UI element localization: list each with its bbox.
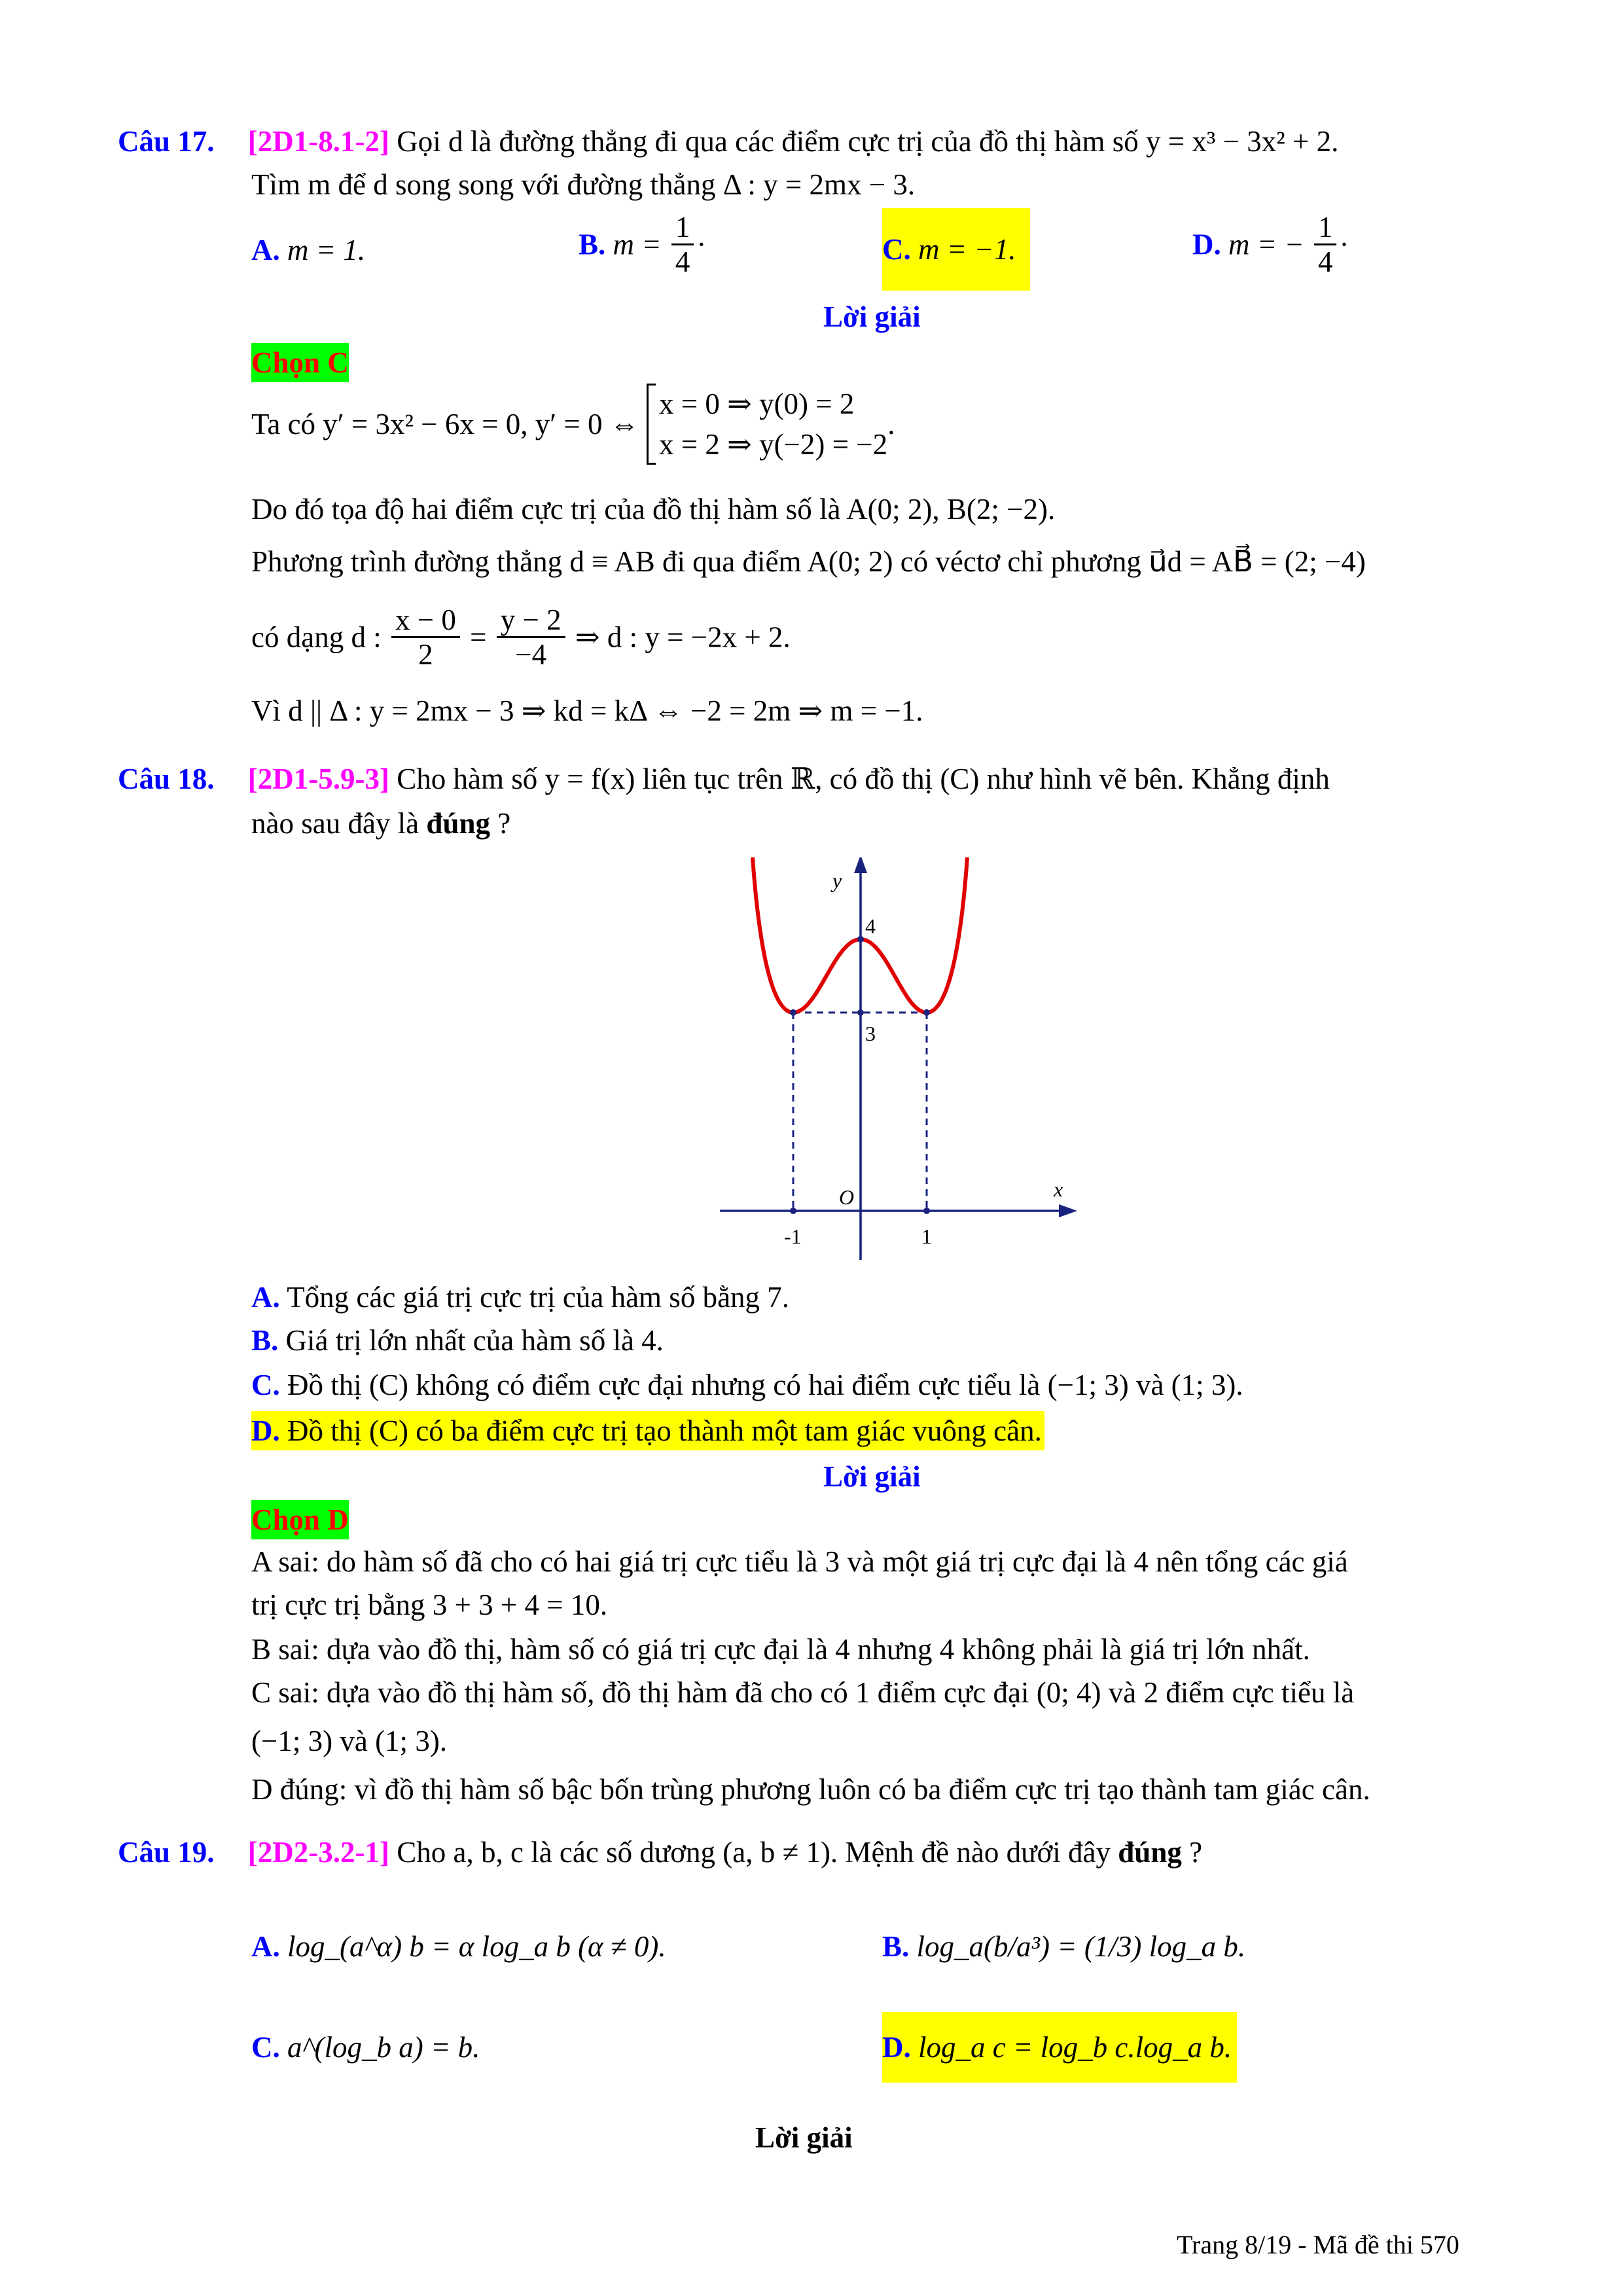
q18-stem2 [251, 804, 510, 843]
point-x-1 [923, 1208, 930, 1214]
q17-option-d-letter: D. [1192, 228, 1221, 261]
q17-option-a-letter: A. [251, 234, 280, 266]
tick-label-4: 4 [865, 914, 876, 938]
x-axis-label: x [1054, 1177, 1063, 1201]
q17-line4-f1-num: x − 0 [391, 603, 460, 638]
q19-option-c-letter: C. [251, 2031, 280, 2064]
q17-option-a-text: m = 1. [287, 234, 366, 266]
tick-label-3: 3 [865, 1022, 876, 1045]
q17-option-b [579, 211, 706, 278]
point-x-minus1 [790, 1208, 796, 1214]
q17-option-c [882, 208, 1030, 291]
q17-option-d-text: m = − [1228, 228, 1304, 261]
q19-option-d [882, 2012, 1237, 2083]
q17-option-d-fraction [1314, 211, 1337, 278]
q18-option-c-text: Đồ thị (C) không có điểm cực đại nhưng có hai điểm cực tiểu là (−1; 3) và (1; 3). [287, 1369, 1243, 1401]
x-axis-arrow [1059, 1204, 1077, 1217]
q17-line4-f2-den: −4 [515, 638, 547, 671]
q18-stem1: Cho hàm số y = f(x) liên tục trên ℝ, có đồ thị (C) như hình vẽ bên. Khẳng định [397, 762, 1330, 795]
q17-option-d-den: 4 [1317, 245, 1333, 278]
q17-line1 [251, 384, 895, 465]
q18-sol-line-3: B sai: dựa vào đồ thị, hàm số có giá trị cực đại là 4 nhưng 4 không phải là giá trị lớn nhất. [251, 1633, 1310, 1666]
q19-option-b-letter: B. [882, 1930, 910, 1963]
q17-line4 [251, 603, 791, 671]
y-axis-arrow [854, 857, 867, 873]
q19-number: Câu 19. [118, 1836, 215, 1869]
graph-axes [720, 857, 1077, 1260]
q19-code: [2D2-3.2-1] [247, 1836, 389, 1869]
q17-option-b-den: 4 [675, 245, 690, 278]
q17-option-b-text: m = [613, 228, 662, 261]
point-min-left [790, 1009, 796, 1016]
tick-label-1: 1 [921, 1225, 932, 1248]
q17-option-c-text: m = −1. [918, 233, 1016, 266]
q18-graph [713, 857, 1080, 1263]
q18-option-d-text: Đồ thị (C) có ba điểm cực trị tạo thành một tam giác vuông cân. [287, 1414, 1042, 1447]
q18-sol-line-4: C sai: dựa vào đồ thị hàm số, đồ thị hàm đã cho có 1 điểm cực đại (0; 4) và 2 điểm cực tiểu là [251, 1676, 1355, 1709]
q18-code: [2D1-5.9-3] [247, 762, 389, 795]
q17-solution-title: Lời giải [823, 300, 921, 333]
q17-line4-f1-den: 2 [418, 638, 433, 671]
q18-sol-line-2: trị cực trị bằng 3 + 3 + 4 = 10. [251, 1588, 608, 1621]
q17-option-d-num: 1 [1314, 211, 1337, 245]
q17-line4-fraction1 [391, 603, 460, 671]
q18-option-b-letter: B. [251, 1324, 279, 1357]
q19-option-a [251, 1927, 666, 1966]
q18-option-a-text: Tổng các giá trị cực trị của hàm số bằng 7. [287, 1281, 790, 1314]
q17-option-b-fraction [671, 211, 694, 278]
q17-option-d [1192, 211, 1349, 278]
q18-option-c [251, 1365, 1243, 1405]
q17-stem2: Tìm m để d song song với đường thẳng Δ : y = 2mx − 3. [251, 168, 916, 201]
q17-line2: Do đó tọa độ hai điểm cực trị của đồ thị hàm số là A(0; 2), B(2; −2). [251, 493, 1056, 526]
point-max [857, 936, 864, 942]
q18-header [118, 759, 1330, 798]
q17-option-d-end: · [1339, 228, 1349, 261]
q19-stem-b: đúng [1118, 1836, 1182, 1869]
point-min-right [923, 1009, 930, 1016]
q18-option-d [251, 1411, 1044, 1450]
q17-option-c-letter: C. [882, 233, 911, 266]
q19-stem-c: ? [1181, 1836, 1203, 1869]
q17-line1-case2: x = 2 ⇒ y(−2) = −2 [658, 428, 888, 461]
q17-line1-prefix: Ta có y′ = 3x² − 6x = 0, y′ = 0 ⇔ [251, 408, 639, 440]
q17-option-a [251, 230, 365, 270]
tick-label-minus1: -1 [784, 1225, 802, 1248]
q18-option-a-letter: A. [251, 1281, 280, 1314]
q17-header [118, 122, 1338, 161]
q19-option-c [251, 2028, 480, 2067]
q18-stem2-b: đúng [426, 807, 491, 840]
q18-solution-title: Lời giải [823, 1460, 921, 1493]
q17-code: [2D1-8.1-2] [247, 125, 389, 158]
q17-line4-end: ⇒ d : y = −2x + 2. [575, 620, 791, 654]
q18-stem2-a: nào sau đây là [251, 807, 427, 840]
q19-option-b-text: log_a(b/a³) = (1/3) log_a b. [916, 1930, 1246, 1963]
q18-option-a [251, 1278, 789, 1317]
origin-label: O [839, 1185, 855, 1209]
q17-choose: Chọn C [251, 343, 349, 382]
q17-line1-end: . [887, 408, 895, 440]
q17-line4-prefix: có dạng d : [251, 620, 382, 654]
q17-stem1: Gọi d là đường thẳng đi qua các điểm cực trị của đồ thị hàm số y = x³ − 3x² + 2. [397, 125, 1339, 158]
q19-header [118, 1833, 1202, 1872]
q17-line3: Phương trình đường thẳng d ≡ AB đi qua điểm A(0; 2) có véctơ chỉ phương u⃗d = AB⃗ = (2; −4) [251, 545, 1366, 578]
page-footer: Trang 8/19 - Mã đề thi 570 [1177, 2230, 1459, 2259]
q18-sol-line-5: (−1; 3) và (1; 3). [251, 1725, 448, 1757]
q19-option-b [882, 1927, 1245, 1966]
q19-stem-a: Cho a, b, c là các số dương (a, b ≠ 1). Mệnh đề nào dưới đây [397, 1836, 1118, 1869]
q19-option-a-letter: A. [251, 1930, 280, 1963]
q19-option-d-text: log_a c = log_b c.log_a b. [918, 2031, 1232, 2064]
q19-solution-title: Lời giải [755, 2121, 853, 2154]
q18-choose: Chọn D [251, 1500, 349, 1539]
q18-stem2-c: ? [490, 807, 511, 840]
q18-option-b [251, 1321, 664, 1360]
q18-sol-line-1: A sai: do hàm số đã cho có hai giá trị cực tiểu là 3 và một giá trị cực đại là 4 nên tổng các giá [251, 1545, 1348, 1578]
q17-line5: Vì d || Δ : y = 2mx − 3 ⇒ kd = kΔ ⇔ −2 = 2m ⇒ m = −1. [251, 694, 923, 727]
q18-number: Câu 18. [118, 762, 215, 795]
q17-line4-f2-num: y − 2 [497, 603, 565, 638]
q18-option-b-text: Giá trị lớn nhất của hàm số là 4. [285, 1324, 664, 1357]
q18-option-c-letter: C. [251, 1369, 280, 1401]
q17-line4-fraction2 [497, 603, 565, 671]
q17-number: Câu 17. [118, 125, 215, 158]
q17-line1-system [647, 384, 887, 465]
q17-option-b-letter: B. [579, 228, 606, 261]
y-axis-label: y [832, 869, 842, 892]
q17-option-b-end: · [696, 228, 707, 261]
q19-option-a-text: log_(a^α) b = α log_a b (α ≠ 0). [287, 1930, 666, 1963]
q19-option-d-letter: D. [882, 2031, 911, 2064]
q17-option-b-num: 1 [671, 211, 694, 245]
q18-sol-line-6: D đúng: vì đồ thị hàm số bậc bốn trùng phương luôn có ba điểm cực trị tạo thành tam giác cân. [251, 1773, 1370, 1806]
q19-option-c-text: a^(log_b a) = b. [287, 2031, 480, 2064]
q17-line1-case1: x = 0 ⇒ y(0) = 2 [658, 387, 855, 420]
q18-option-d-letter: D. [251, 1414, 280, 1447]
point-y3 [857, 1009, 864, 1016]
q17-line4-eq: = [470, 620, 487, 654]
